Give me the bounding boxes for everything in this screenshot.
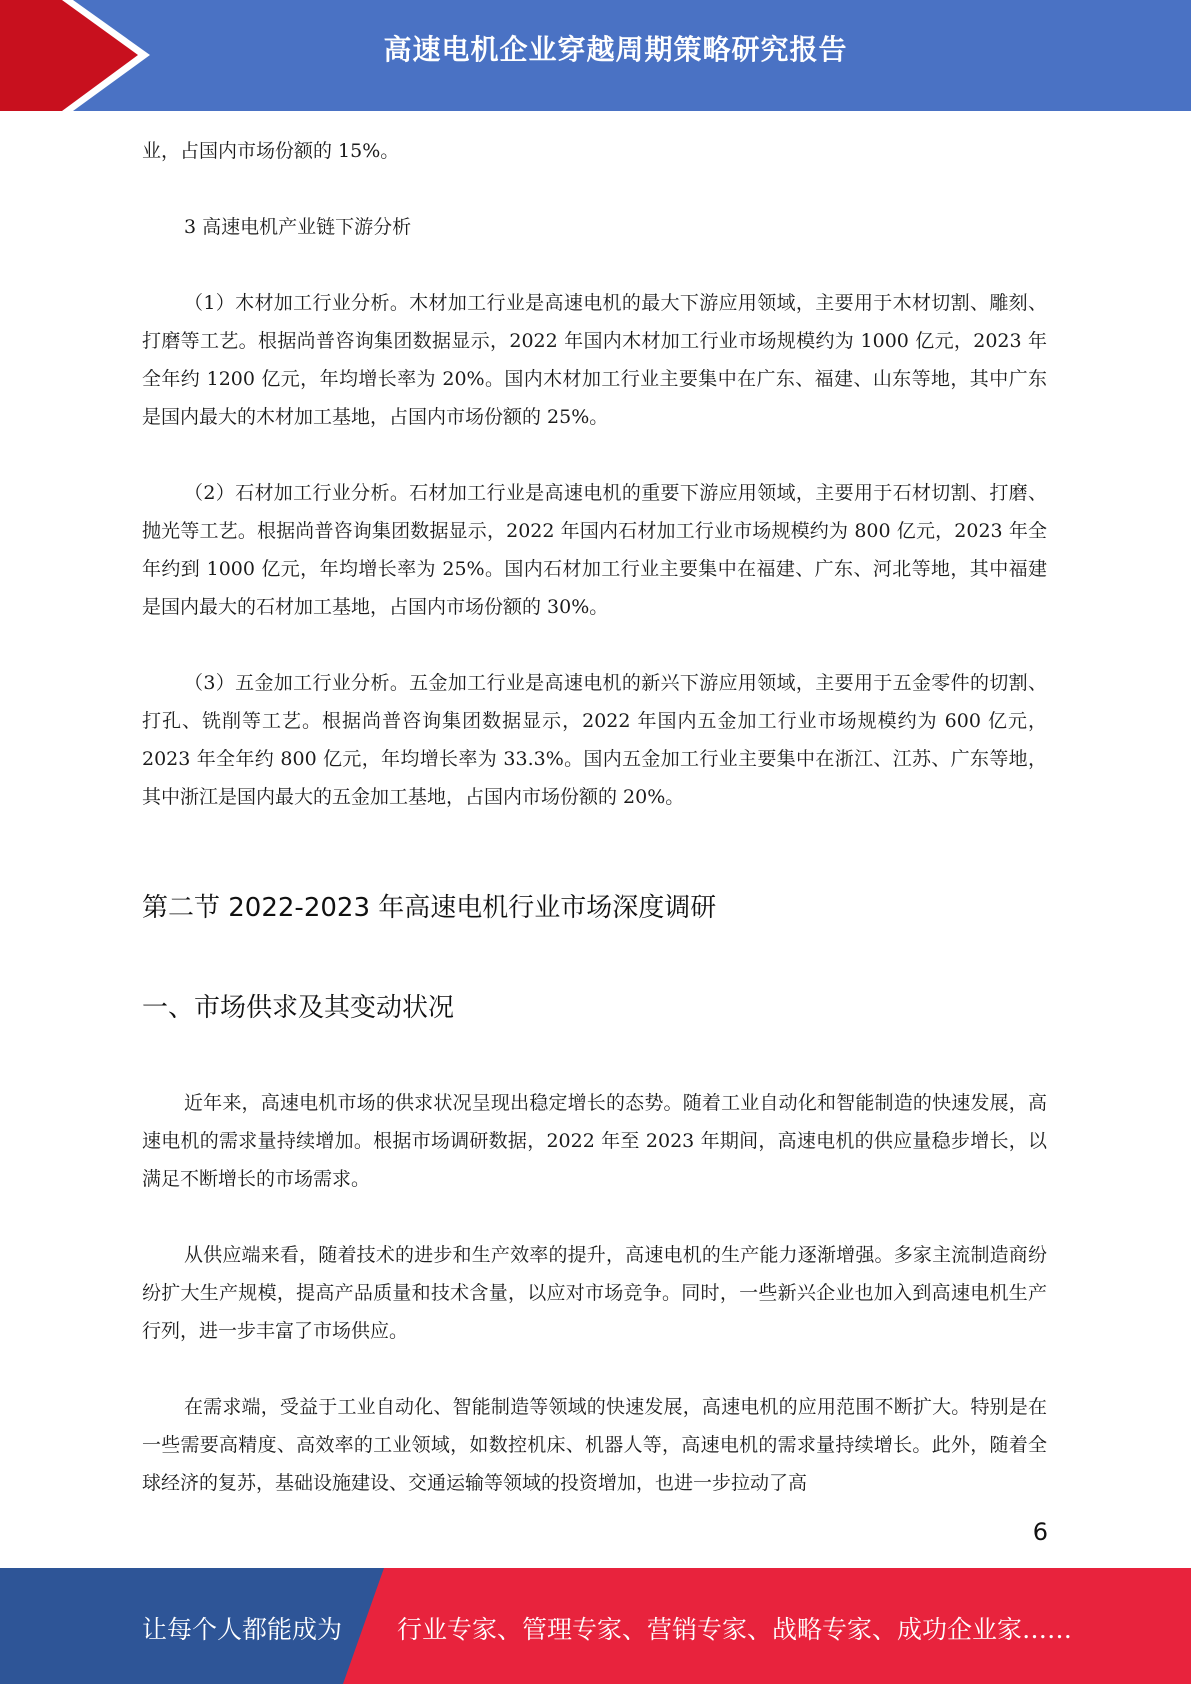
paragraph-demand-side: 在需求端，受益于工业自动化、智能制造等领域的快速发展，高速电机的应用范围不断扩大。特别是在一些需要高精度、高效率的工业领域，如数控机床、机器人等，高速电机的需求量持续增长。此外，随着全球经济的复苏，基础设施建设、交通运输等领域的投资增加，也进一步拉动了高 xyxy=(142,1396,1047,1494)
page-header xyxy=(0,0,1191,111)
spacer xyxy=(142,436,1047,474)
section-title: 第二节 2022-2023 年高速电机行业市场深度调研 xyxy=(142,893,717,923)
footer-slogan-right: 行业专家、管理专家、营销专家、战略专家、成功企业家…… xyxy=(397,1615,1073,1644)
spacer xyxy=(142,1350,1047,1388)
footer-slogan-left: 让每个人都能成为 xyxy=(142,1615,343,1644)
subheading-downstream: 3 高速电机产业链下游分析 xyxy=(184,216,412,238)
paragraph-stone-processing: （2）石材加工行业分析。石材加工行业是高速电机的重要下游应用领域，主要用于石材切割、打磨、抛光等工艺。根据尚普咨询集团数据显示，2022 年国内石材加工行业市场规模约为 800 亿元，2023 年全年约到 1000 亿元，年均增长率为 25%。国内石材加工行业主要集中在福建、广东、河北等地，其中福建是国内最大的石材加工基地，占国内市场份额的 30%。 xyxy=(142,482,1047,618)
spacer xyxy=(142,1198,1047,1236)
paragraph-supply-side: 从供应端来看，随着技术的进步和生产效率的提升，高速电机的生产能力逐渐增强。多家主流制造商纷纷扩大生产规模，提高产品质量和技术含量，以应对市场竞争。同时，一些新兴企业也加入到高速电机生产行列，进一步丰富了市场供应。 xyxy=(142,1244,1047,1342)
spacer xyxy=(142,626,1047,664)
spacer xyxy=(142,170,1047,208)
paragraph-wood-processing: （1）木材加工行业分析。木材加工行业是高速电机的最大下游应用领域，主要用于木材切割、雕刻、打磨等工艺。根据尚普咨询集团数据显示，2022 年国内木材加工行业市场规模约为 1000 亿元，2023 年全年约 1200 亿元，年均增长率为 20%。国内木材加工行业主要集中在广东、福建、山东等地，其中广东是国内最大的木材加工基地，占国内市场份额的 25%。 xyxy=(142,292,1047,428)
spacer xyxy=(142,816,1047,888)
paragraph-supply-demand-overview: 近年来，高速电机市场的供求状况呈现出稳定增长的态势。随着工业自动化和智能制造的快速发展，高速电机的需求量持续增加。根据市场调研数据，2022 年至 2023 年期间，高速电机的供应量稳步增长，以满足不断增长的市场需求。 xyxy=(142,1092,1047,1190)
document-body xyxy=(142,132,1047,1502)
spacer xyxy=(142,246,1047,284)
paragraph-continuation: 业，占国内市场份额的 15%。 xyxy=(142,140,400,162)
page-footer xyxy=(0,1568,1191,1684)
subsection-title: 一、市场供求及其变动状况 xyxy=(142,993,455,1023)
spacer xyxy=(142,928,1047,988)
spacer xyxy=(142,1028,1047,1084)
paragraph-hardware-processing: （3）五金加工行业分析。五金加工行业是高速电机的新兴下游应用领域，主要用于五金零件的切割、打孔、铣削等工艺。根据尚普咨询集团数据显示，2022 年国内五金加工行业市场规模约为 600 亿元，2023 年全年约 800 亿元，年均增长率为 33.3%。国内五金加工行业主要集中在浙江、江苏、广东等地，其中浙江是国内最大的五金加工基地，占国内市场份额的 20%。 xyxy=(142,672,1047,808)
page-number: 6 xyxy=(1032,1518,1048,1546)
header-title: 高速电机企业穿越周期策略研究报告 xyxy=(383,33,848,66)
